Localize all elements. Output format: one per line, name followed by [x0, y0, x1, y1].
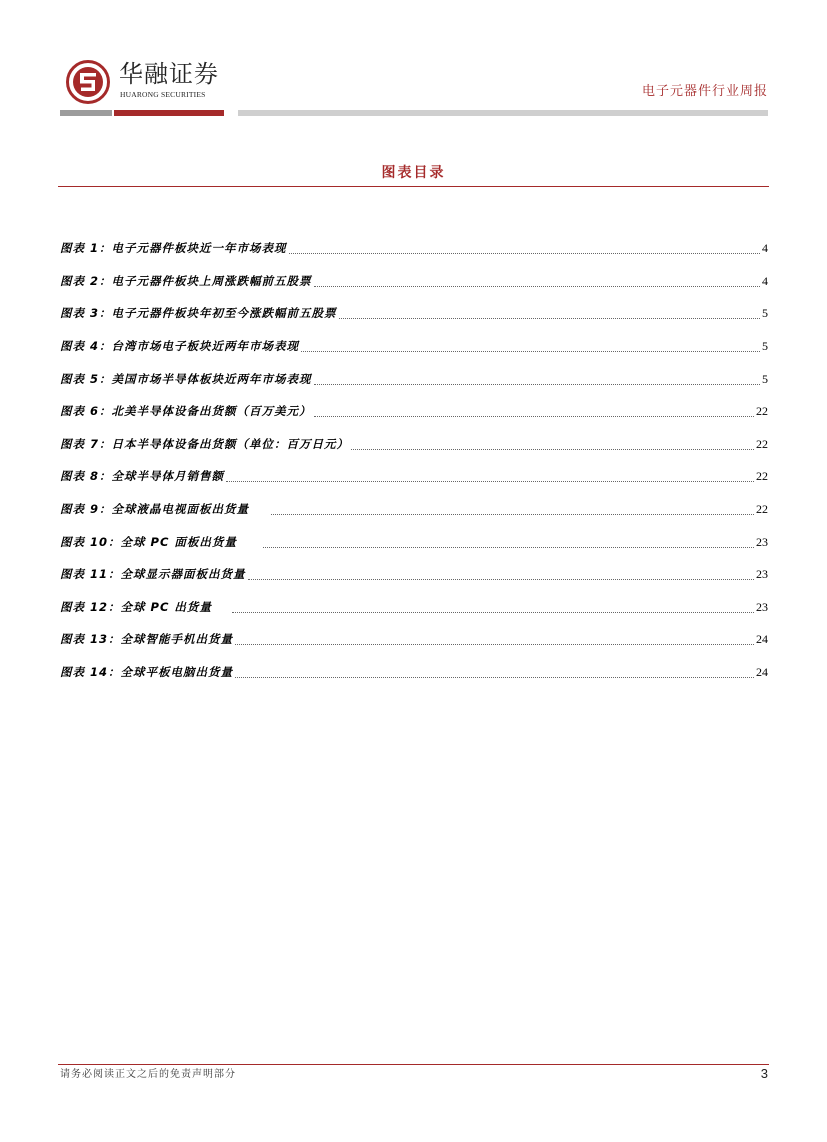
toc-leader-dots [314, 285, 760, 287]
toc-entry-page[interactable]: 24 [756, 632, 768, 647]
toc-entry[interactable] [60, 525, 768, 558]
toc-entry-page[interactable]: 23 [756, 599, 768, 614]
toc-entry-label[interactable]: 图表 9：全球液晶电视面板出货量 [60, 502, 250, 517]
toc-entry[interactable] [60, 558, 768, 591]
toc-entry-label[interactable]: 图表 2：电子元器件板块上周涨跌幅前五股票 [60, 273, 312, 288]
toc-entry-label[interactable]: 图表 11：全球显示器面板出货量 [60, 567, 246, 582]
toc-entry-page[interactable]: 5 [762, 339, 768, 354]
toc-leader-dots [248, 578, 754, 580]
toc-leader-dots [235, 676, 754, 678]
toc-title: 图表目录 [381, 165, 446, 181]
toc-entry-label[interactable]: 图表 10：全球 PC 面板出货量 [60, 534, 237, 549]
toc-leader-dots [271, 513, 754, 515]
report-title: 电子元器件行业周报 [641, 84, 768, 99]
toc-entry-page[interactable]: 22 [756, 436, 768, 451]
toc-leader-dots [235, 643, 754, 645]
toc-entry-label[interactable]: 图表 12：全球 PC 出货量 [60, 599, 212, 614]
toc-leader-dots [314, 383, 760, 385]
header-bar-red [114, 110, 224, 116]
toc-entry[interactable] [60, 460, 768, 493]
header-bar-grey [60, 110, 112, 116]
company-name-cn: 华融证券 [119, 60, 219, 88]
footer-disclaimer: 请务必阅读正文之后的免责声明部分 [60, 1069, 236, 1080]
page-number: 3 [760, 1066, 768, 1081]
toc-leader-dots [339, 317, 760, 319]
toc-entry[interactable] [60, 656, 768, 689]
toc-leader-dots [314, 415, 754, 417]
toc-entry-label[interactable]: 图表 8：全球半导体月销售额 [60, 469, 225, 484]
figure-toc-list [60, 232, 768, 688]
toc-entry-label[interactable]: 图表 13：全球智能手机出货量 [60, 632, 234, 647]
header-bar-grey-long [238, 110, 768, 116]
toc-entry[interactable] [60, 428, 768, 461]
toc-entry-label[interactable]: 图表 7：日本半导体设备出货额（单位：百万日元） [60, 436, 350, 451]
toc-entry[interactable] [60, 330, 768, 363]
toc-entry[interactable] [60, 395, 768, 428]
toc-entry[interactable] [60, 297, 768, 330]
toc-entry[interactable] [60, 623, 768, 656]
toc-leader-dots [289, 252, 760, 254]
footer-divider [58, 1064, 769, 1065]
toc-divider [58, 186, 769, 187]
toc-entry-page[interactable]: 22 [756, 404, 768, 419]
toc-entry[interactable] [60, 591, 768, 624]
toc-entry-label[interactable]: 图表 5：美国市场半导体板块近两年市场表现 [60, 371, 312, 386]
toc-entry-page[interactable]: 5 [762, 306, 768, 321]
toc-entry-label[interactable]: 图表 3：电子元器件板块年初至今涨跌幅前五股票 [60, 306, 337, 321]
toc-leader-dots [263, 546, 754, 548]
toc-entry-page[interactable]: 4 [762, 241, 768, 256]
company-name-en: HUARONG SECURITIES [120, 90, 206, 99]
toc-entry-page[interactable]: 23 [756, 567, 768, 582]
toc-entry[interactable] [60, 265, 768, 298]
toc-entry-page[interactable]: 5 [762, 371, 768, 386]
toc-entry-label[interactable]: 图表 6：北美半导体设备出货额（百万美元） [60, 404, 312, 419]
toc-entry-page[interactable]: 22 [756, 502, 768, 517]
toc-entry-label[interactable]: 图表 1：电子元器件板块近一年市场表现 [60, 241, 287, 256]
toc-entry[interactable] [60, 232, 768, 265]
toc-entry-page[interactable]: 23 [756, 534, 768, 549]
toc-leader-dots [232, 611, 754, 613]
toc-entry-page[interactable]: 4 [762, 273, 768, 288]
toc-entry-label[interactable]: 图表 4：台湾市场电子板块近两年市场表现 [60, 339, 300, 354]
toc-leader-dots [301, 350, 760, 352]
toc-leader-dots [226, 480, 754, 482]
toc-entry-page[interactable]: 22 [756, 469, 768, 484]
toc-entry[interactable] [60, 362, 768, 395]
toc-leader-dots [351, 448, 754, 450]
huarong-logo-icon [66, 60, 110, 104]
toc-entry[interactable] [60, 493, 768, 526]
toc-entry-label[interactable]: 图表 14：全球平板电脑出货量 [60, 665, 234, 680]
toc-entry-page[interactable]: 24 [756, 665, 768, 680]
